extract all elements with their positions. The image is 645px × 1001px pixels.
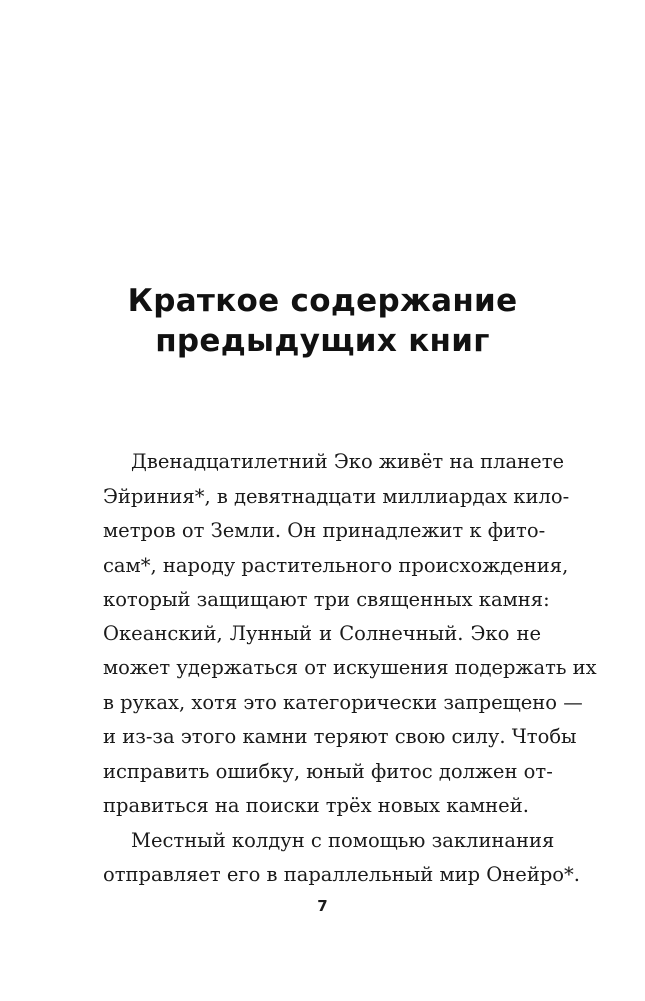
text-line: который защищают три священных камня: <box>103 588 550 611</box>
text-line: может удержаться от искушения подержать их <box>103 656 597 679</box>
title-line: Краткое содержание <box>127 283 518 319</box>
title-line: предыдущих книг <box>155 323 490 359</box>
text-line: Эйриния*, в девятнадцати миллиардах кило- <box>103 485 570 508</box>
text-line: и из-за этого камни теряют свою силу. Чтобы <box>103 725 577 748</box>
text-line: сам*, народу растительного происхождения, <box>103 554 569 577</box>
text-line: Двенадцатилетний Эко живёт на планете <box>131 450 565 473</box>
text-line: правиться на поиски трёх новых камней. <box>103 794 529 817</box>
text-line: Местный колдун с помощью заклинания <box>131 829 555 852</box>
text-line: в руках, хотя это категорически запрещено — <box>103 691 583 714</box>
page-number: 7 <box>317 897 328 915</box>
text-line: метров от Земли. Он принадлежит к фито- <box>103 519 546 542</box>
text-line: Океанский, Лунный и Солнечный. Эко не <box>103 622 541 645</box>
text-line: отправляет его в параллельный мир Онейро*. <box>103 863 580 886</box>
text-line: исправить ошибку, юный фитос должен от- <box>103 760 553 783</box>
